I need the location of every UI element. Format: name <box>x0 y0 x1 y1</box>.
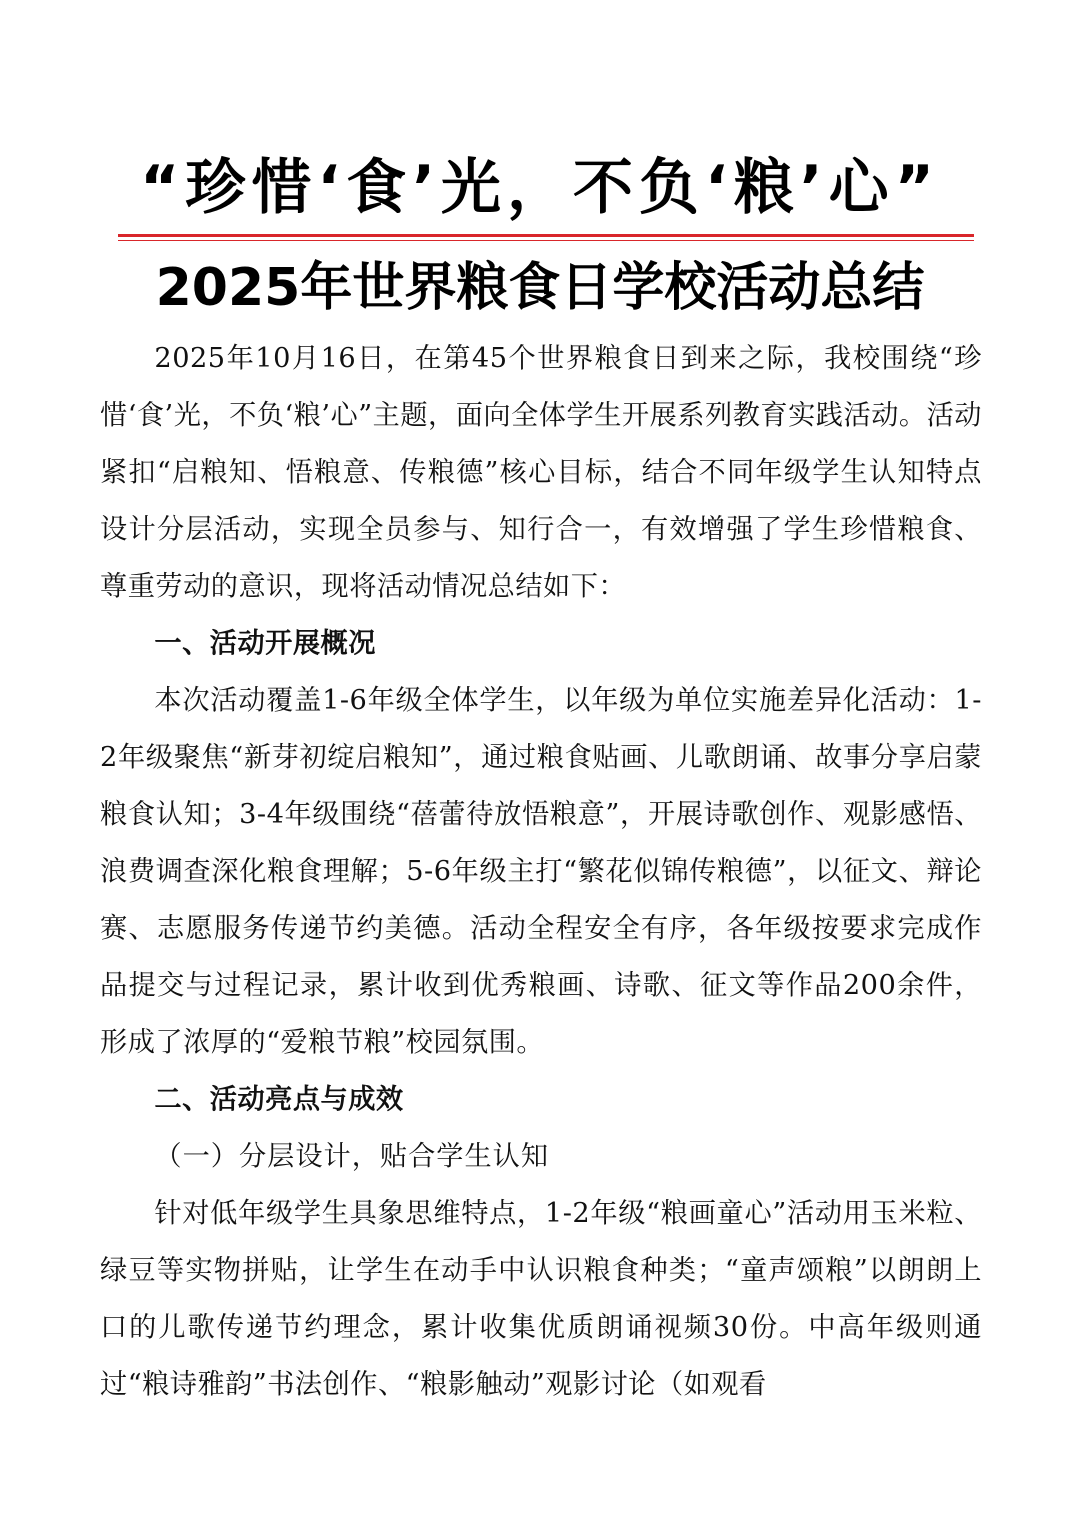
intro-paragraph: 2025年10月16日，在第45个世界粮食日到来之际，我校围绕“珍惜‘食’光，不负‘粮’心”主题，面向全体学生开展系列教育实践活动。活动紧扣“启粮知、悟粮意、传粮德”核心目标，结合不同年级学生认知特点设计分层活动，实现全员参与、知行合一，有效增强了学生珍惜粮食、尊重劳动的意识，现将活动情况总结如下： <box>100 343 982 602</box>
overview-paragraph: 本次活动覆盖1-6年级全体学生，以年级为单位实施差异化活动：1-2年级聚焦“新芽初绽启粮知”，通过粮食贴画、儿歌朗诵、故事分享启蒙粮食认知；3-4年级围绕“蓓蕾待放悟粮意”，开展诗歌创作、观影感悟、浪费调查深化粮食理解；5-6年级主打“繁花似锦传粮德”，以征文、辩论赛、志愿服务传递节约美德。活动全程安全有序，各年级按要求完成作品提交与过程记录，累计收到优秀粮画、诗歌、征文等作品200余件，形成了浓厚的“爱粮节粮”校园氛围。 <box>100 685 982 1058</box>
subsection-heading-layered-design: （一）分层设计，贴合学生认知 <box>154 1141 550 1172</box>
divider-thin-line <box>118 240 974 241</box>
document-subtitle: 2025年世界粮食日学校活动总结 <box>155 258 925 318</box>
section-heading-overview: 一、活动开展概况 <box>154 628 376 659</box>
section-heading-highlights: 二、活动亮点与成效 <box>154 1084 404 1115</box>
document-title: “珍惜‘食’光，不负‘粮’心” <box>139 153 941 223</box>
divider-thick-line <box>118 234 974 237</box>
document-body <box>100 330 982 1413</box>
layered-design-paragraph: 针对低年级学生具象思维特点，1-2年级“粮画童心”活动用玉米粒、绿豆等实物拼贴，让学生在动手中认识粮食种类；“童声颂粮”以朗朗上口的儿歌传递节约理念，累计收集优质朗诵视频30份。中高年级则通过“粮诗雅韵”书法创作、“粮影触动”观影讨论（如观看 <box>100 1198 982 1400</box>
title-divider <box>118 234 974 242</box>
